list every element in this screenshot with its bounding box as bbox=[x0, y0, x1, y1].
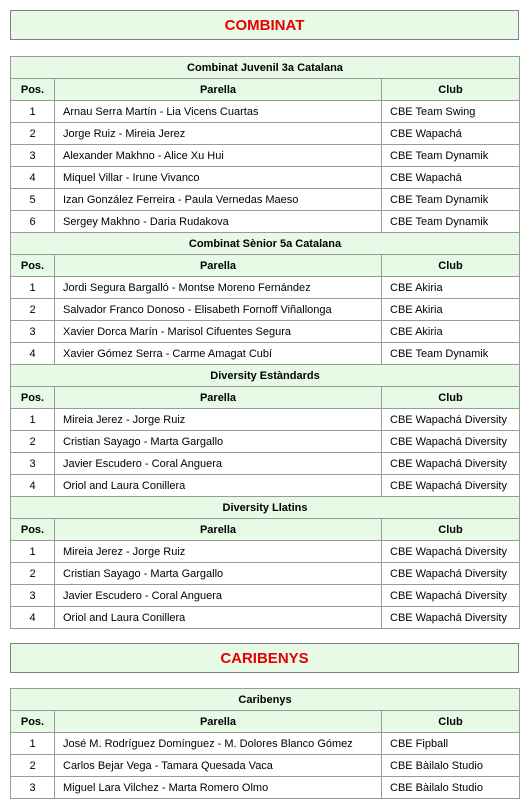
club-cell: CBE Wapachá Diversity bbox=[382, 541, 520, 563]
column-header-row bbox=[11, 79, 520, 101]
club-cell: CBE Team Dynamik bbox=[382, 189, 520, 211]
table-row bbox=[11, 299, 520, 321]
table-row bbox=[11, 189, 520, 211]
banner-title: CARIBENYS bbox=[220, 649, 309, 667]
table-row bbox=[11, 607, 520, 629]
table-row bbox=[11, 145, 520, 167]
results-table-caribenys bbox=[10, 688, 520, 799]
table-row bbox=[11, 777, 520, 799]
column-header-parella: Parella bbox=[55, 79, 382, 101]
couple-cell: Carlos Bejar Vega - Tamara Quesada Vaca bbox=[55, 755, 382, 777]
section-header bbox=[11, 689, 520, 711]
couple-cell: Arnau Serra Martín - Lia Vicens Cuartas bbox=[55, 101, 382, 123]
column-header-parella: Parella bbox=[55, 519, 382, 541]
table-row bbox=[11, 585, 520, 607]
table-row bbox=[11, 101, 520, 123]
position-cell: 1 bbox=[11, 409, 55, 431]
table-row bbox=[11, 475, 520, 497]
couple-cell: Mireia Jerez - Jorge Ruiz bbox=[55, 541, 382, 563]
section-title: Diversity Estàndards bbox=[11, 365, 520, 387]
club-cell: CBE Fipball bbox=[382, 733, 520, 755]
column-header-pos: Pos. bbox=[11, 255, 55, 277]
club-cell: CBE Akiria bbox=[382, 321, 520, 343]
couple-cell: Salvador Franco Donoso - Elisabeth Fornoff Viñallonga bbox=[55, 299, 382, 321]
table-row bbox=[11, 277, 520, 299]
table-row bbox=[11, 541, 520, 563]
column-header-club: Club bbox=[382, 255, 520, 277]
couple-cell: Izan González Ferreira - Paula Vernedas Maeso bbox=[55, 189, 382, 211]
club-cell: CBE Wapachá bbox=[382, 123, 520, 145]
position-cell: 2 bbox=[11, 563, 55, 585]
couple-cell: Oriol and Laura Conillera bbox=[55, 475, 382, 497]
position-cell: 6 bbox=[11, 211, 55, 233]
table-row bbox=[11, 343, 520, 365]
couple-cell: Alexander Makhno - Alice Xu Hui bbox=[55, 145, 382, 167]
position-cell: 2 bbox=[11, 755, 55, 777]
couple-cell: Miguel Lara Vilchez - Marta Romero Olmo bbox=[55, 777, 382, 799]
club-cell: CBE Wapachá Diversity bbox=[382, 409, 520, 431]
couple-cell: José M. Rodríguez Domínguez - M. Dolores Blanco Gómez bbox=[55, 733, 382, 755]
club-cell: CBE Wapachá bbox=[382, 167, 520, 189]
column-header-row bbox=[11, 519, 520, 541]
couple-cell: Mireia Jerez - Jorge Ruiz bbox=[55, 409, 382, 431]
position-cell: 4 bbox=[11, 607, 55, 629]
position-cell: 3 bbox=[11, 585, 55, 607]
couple-cell: Jorge Ruiz - Mireia Jerez bbox=[55, 123, 382, 145]
position-cell: 2 bbox=[11, 299, 55, 321]
column-header-club: Club bbox=[382, 387, 520, 409]
column-header-pos: Pos. bbox=[11, 387, 55, 409]
couple-cell: Cristian Sayago - Marta Gargallo bbox=[55, 563, 382, 585]
section-header bbox=[11, 365, 520, 387]
table-row bbox=[11, 409, 520, 431]
column-header-row bbox=[11, 387, 520, 409]
club-cell: CBE Team Dynamik bbox=[382, 211, 520, 233]
club-cell: CBE Wapachá Diversity bbox=[382, 453, 520, 475]
couple-cell: Jordi Segura Bargalló - Montse Moreno Fernández bbox=[55, 277, 382, 299]
table-row bbox=[11, 733, 520, 755]
club-cell: CBE Wapachá Diversity bbox=[382, 607, 520, 629]
club-cell: CBE Wapachá Diversity bbox=[382, 563, 520, 585]
couple-cell: Sergey Makhno - Daria Rudakova bbox=[55, 211, 382, 233]
couple-cell: Xavier Dorca Marín - Marisol Cifuentes Segura bbox=[55, 321, 382, 343]
column-header-pos: Pos. bbox=[11, 711, 55, 733]
club-cell: CBE Team Dynamik bbox=[382, 145, 520, 167]
position-cell: 1 bbox=[11, 733, 55, 755]
table-row bbox=[11, 563, 520, 585]
column-header-club: Club bbox=[382, 79, 520, 101]
column-header-pos: Pos. bbox=[11, 79, 55, 101]
column-header-club: Club bbox=[382, 711, 520, 733]
table-row bbox=[11, 167, 520, 189]
position-cell: 3 bbox=[11, 777, 55, 799]
club-cell: CBE Wapachá Diversity bbox=[382, 475, 520, 497]
table-row bbox=[11, 431, 520, 453]
banner-combinat bbox=[10, 10, 519, 40]
section-header bbox=[11, 497, 520, 519]
section-header bbox=[11, 233, 520, 255]
position-cell: 2 bbox=[11, 123, 55, 145]
section-title: Combinat Sènior 5a Catalana bbox=[11, 233, 520, 255]
table-row bbox=[11, 755, 520, 777]
banner-caribenys bbox=[10, 643, 519, 673]
section-header bbox=[11, 57, 520, 79]
position-cell: 1 bbox=[11, 541, 55, 563]
column-header-parella: Parella bbox=[55, 255, 382, 277]
table-row bbox=[11, 123, 520, 145]
position-cell: 3 bbox=[11, 321, 55, 343]
club-cell: CBE Akiria bbox=[382, 299, 520, 321]
position-cell: 3 bbox=[11, 145, 55, 167]
column-header-pos: Pos. bbox=[11, 519, 55, 541]
couple-cell: Javier Escudero - Coral Anguera bbox=[55, 453, 382, 475]
club-cell: CBE Wapachá Diversity bbox=[382, 585, 520, 607]
table-row bbox=[11, 321, 520, 343]
couple-cell: Xavier Gómez Serra - Carme Amagat Cubí bbox=[55, 343, 382, 365]
club-cell: CBE Team Swing bbox=[382, 101, 520, 123]
column-header-row bbox=[11, 711, 520, 733]
column-header-parella: Parella bbox=[55, 387, 382, 409]
couple-cell: Oriol and Laura Conillera bbox=[55, 607, 382, 629]
position-cell: 4 bbox=[11, 475, 55, 497]
position-cell: 3 bbox=[11, 453, 55, 475]
position-cell: 5 bbox=[11, 189, 55, 211]
section-title: Caribenys bbox=[11, 689, 520, 711]
position-cell: 4 bbox=[11, 167, 55, 189]
position-cell: 1 bbox=[11, 277, 55, 299]
club-cell: CBE Akiria bbox=[382, 277, 520, 299]
position-cell: 4 bbox=[11, 343, 55, 365]
results-table-combinat bbox=[10, 56, 520, 629]
banner-title: COMBINAT bbox=[224, 16, 305, 34]
column-header-club: Club bbox=[382, 519, 520, 541]
table-row bbox=[11, 211, 520, 233]
club-cell: CBE Bàilalo Studio bbox=[382, 755, 520, 777]
section-title: Combinat Juvenil 3a Catalana bbox=[11, 57, 520, 79]
column-header-row bbox=[11, 255, 520, 277]
position-cell: 2 bbox=[11, 431, 55, 453]
position-cell: 1 bbox=[11, 101, 55, 123]
couple-cell: Javier Escudero - Coral Anguera bbox=[55, 585, 382, 607]
club-cell: CBE Team Dynamik bbox=[382, 343, 520, 365]
club-cell: CBE Bàilalo Studio bbox=[382, 777, 520, 799]
table-row bbox=[11, 453, 520, 475]
section-title: Diversity Llatins bbox=[11, 497, 520, 519]
column-header-parella: Parella bbox=[55, 711, 382, 733]
club-cell: CBE Wapachá Diversity bbox=[382, 431, 520, 453]
couple-cell: Cristian Sayago - Marta Gargallo bbox=[55, 431, 382, 453]
couple-cell: Miquel Villar - Irune Vivanco bbox=[55, 167, 382, 189]
